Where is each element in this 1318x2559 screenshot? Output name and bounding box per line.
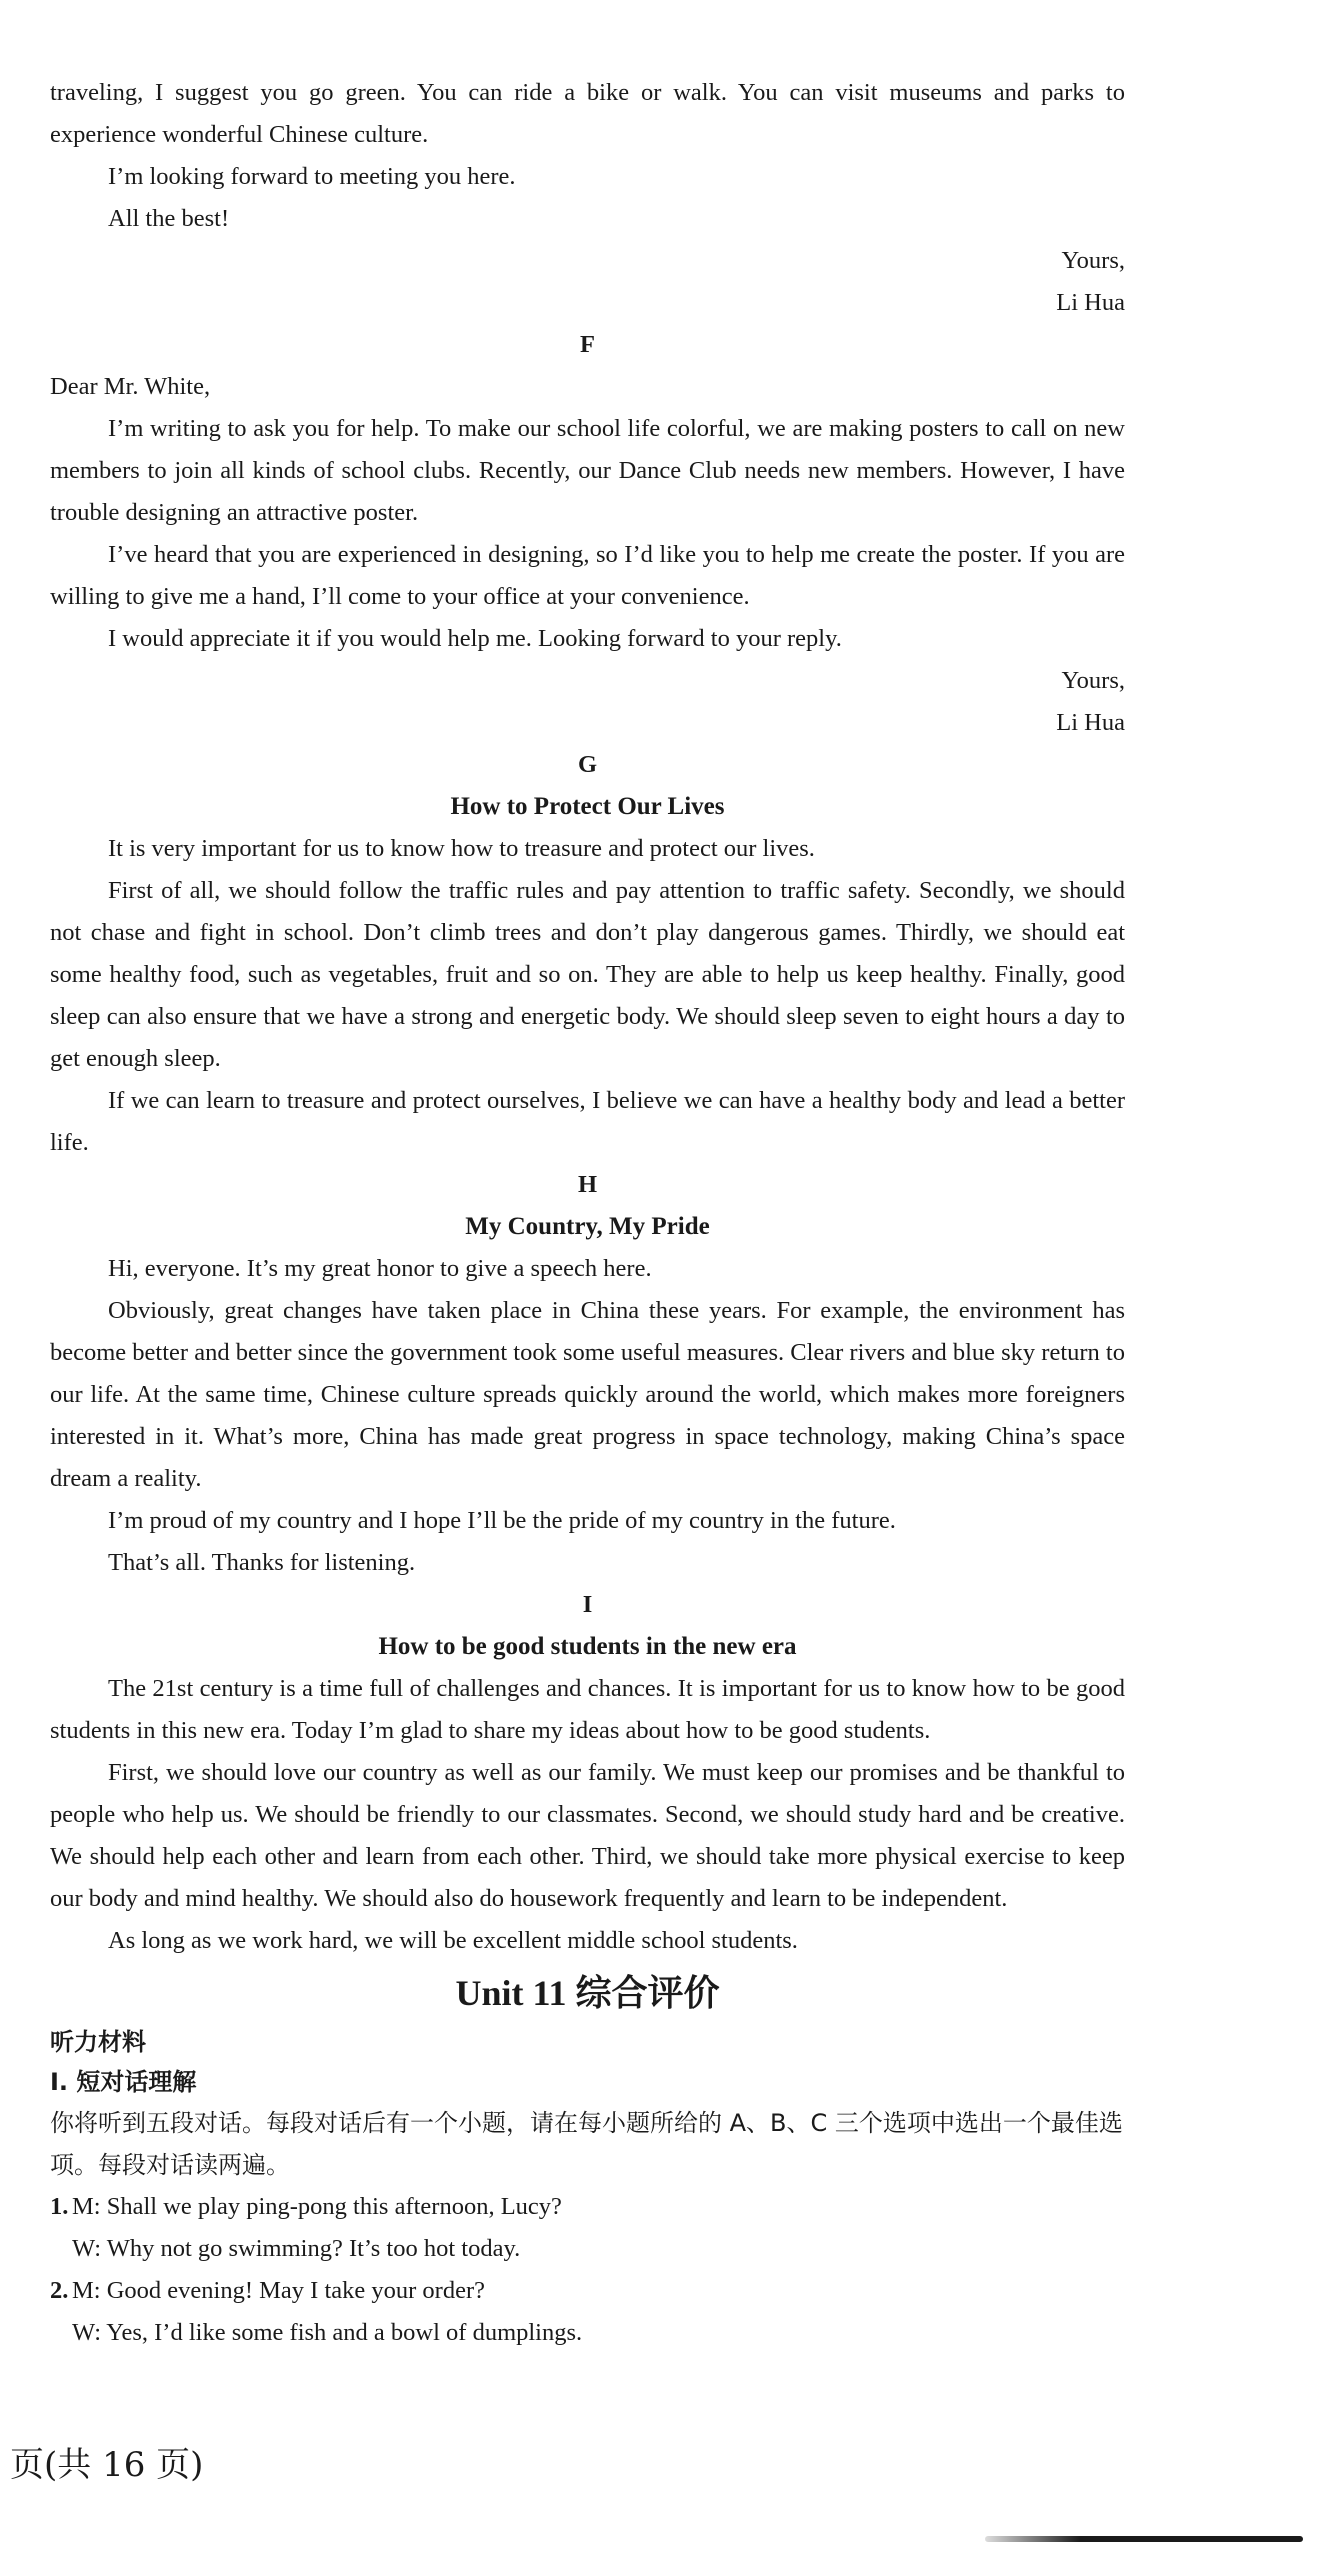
letter-e-signature: Li Hua <box>1056 289 1125 316</box>
question-number: 1. <box>50 2193 69 2220</box>
part-label: Ⅰ. 短对话理解 <box>50 2068 197 2096</box>
letter-e-tail-line: I’m looking forward to meeting you here. <box>108 163 516 190</box>
part-instructions: 你将听到五段对话。每段对话后有一个小题，请在每小题所给的 A、B、C 三个选项中选出一个最佳选项。每段对话读两遍。 <box>50 2109 1123 2179</box>
letter-e-tail-line: All the best! <box>108 205 230 232</box>
document-page <box>50 72 1125 2354</box>
essay-g-paragraph: First of all, we should follow the traffic rules and pay attention to traffic safety. Secondly, we should not chase and fight in school. Don’t climb trees and don’t play dangerous games. Thirdly, we should eat some healthy food, such as vegetables, fruit and so on. They are able to help us keep healthy. Finally, good sleep can also ensure that we have a strong and energetic body. We should sleep seven to eight hours a day to get enough sleep. <box>50 877 1125 1072</box>
essay-h-paragraph: That’s all. Thanks for listening. <box>108 1549 416 1576</box>
essay-i-paragraph: As long as we work hard, we will be excellent middle school students. <box>108 1927 798 1954</box>
dialogue-w-line: W: Yes, I’d like some fish and a bowl of dumplings. <box>72 2319 583 2346</box>
dialogue-m-line <box>50 2270 1125 2312</box>
letter-f-signature: Li Hua <box>1056 709 1125 736</box>
dialogue-w-line: W: Why not go swimming? It’s too hot today. <box>72 2235 521 2262</box>
page-footer: 页(共 16 页) <box>10 2445 204 2485</box>
essay-i-paragraph: First, we should love our country as well as our family. We must keep our promises and be thankful to people who help us. We should be friendly to our classmates. Second, we should study hard and be creative. We should help each other and learn from each other. Third, we should take more physical exercise to keep our body and mind healthy. We should also do housework frequently and learn to be independent. <box>50 1759 1125 1912</box>
essay-h-title: My Country, My Pride <box>465 1213 710 1240</box>
essay-i-title: How to be good students in the new era <box>378 1633 797 1660</box>
essay-g-paragraph: If we can learn to treasure and protect ourselves, I believe we can have a healthy body and lead a better life. <box>50 1087 1125 1156</box>
letter-e-tail-paragraph: traveling, I suggest you go green. You can ride a bike or walk. You can visit museums and parks to experience wonderful Chinese culture. <box>50 79 1125 148</box>
letter-f-paragraph: I would appreciate it if you would help me. Looking forward to your reply. <box>108 625 842 652</box>
essay-h-paragraph: Obviously, great changes have taken place in China these years. For example, the environment has become better and better since the government took some useful measures. Clear rivers and blue sky return to our life. At the same time, Chinese culture spreads quickly around the world, which makes more foreigners interested in it. What’s more, China has made great progress in space technology, making China’s space dream a reality. <box>50 1297 1125 1492</box>
section-label-h: H <box>577 1171 598 1198</box>
essay-h-paragraph: Hi, everyone. It’s my great honor to give a speech here. <box>108 1255 652 1282</box>
letter-e-closing: Yours, <box>1061 247 1125 274</box>
section-label-i: I <box>582 1591 593 1618</box>
unit-title: Unit 11 综合评价 <box>455 1973 720 2013</box>
footer-rule <box>985 2536 1303 2542</box>
essay-h-paragraph: I’m proud of my country and I hope I’ll be the pride of my country in the future. <box>108 1507 896 1534</box>
section-label-f: F <box>580 331 595 358</box>
letter-f-paragraph: I’ve heard that you are experienced in designing, so I’d like you to help me create the poster. If you are willing to give me a hand, I’ll come to your office at your convenience. <box>50 541 1125 610</box>
essay-g-title: How to Protect Our Lives <box>450 793 725 820</box>
letter-f-greeting: Dear Mr. White, <box>50 373 211 400</box>
essay-i-paragraph: The 21st century is a time full of challenges and chances. It is important for us to know how to be good students in this new era. Today I’m glad to share my ideas about how to be good students. <box>50 1675 1125 1744</box>
listening-section-label: 听力材料 <box>50 2028 146 2056</box>
question-number: 2. <box>50 2277 69 2304</box>
dialogue-m-text: M: Good evening! May I take your order? <box>72 2277 485 2304</box>
dialogue-m-line <box>50 2186 1125 2228</box>
letter-f-paragraph: I’m writing to ask you for help. To make our school life colorful, we are making posters to call on new members to join all kinds of school clubs. Recently, our Dance Club needs new members. However, I have trouble designing an attractive poster. <box>50 415 1125 526</box>
letter-f-closing: Yours, <box>1061 667 1125 694</box>
section-label-g: G <box>577 751 598 778</box>
essay-g-paragraph: It is very important for us to know how to treasure and protect our lives. <box>108 835 815 862</box>
dialogue-m-text: M: Shall we play ping-pong this afternoon, Lucy? <box>72 2193 562 2220</box>
